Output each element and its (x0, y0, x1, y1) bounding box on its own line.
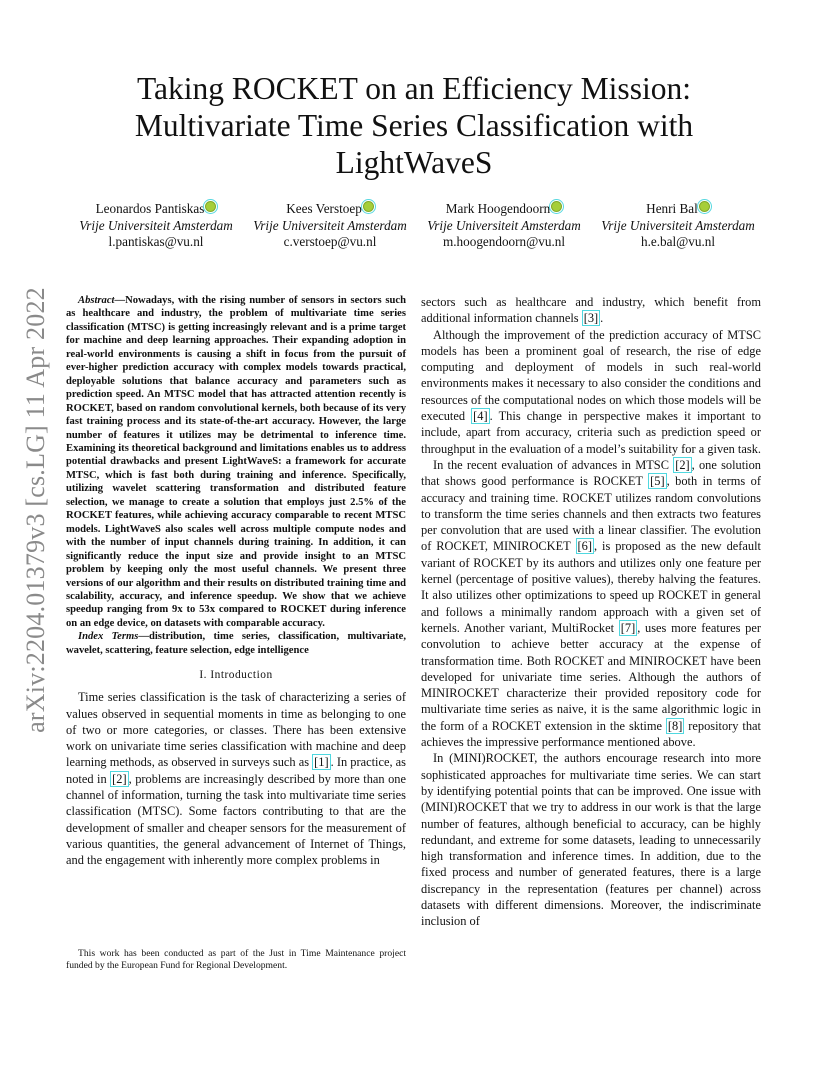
right-column (421, 294, 761, 930)
title-line: Multivariate Time Series Classification with (134, 108, 694, 143)
citation-link[interactable]: [2] (675, 457, 690, 472)
paragraph-text: , problems are increasingly described by more than one channel of information, turning the task into multivariate time series classification (MTSC). Some factors contributing to that are the development of smaller and cheaper sensors for the measurement of various quantities, the general advancement of Internet of Things, and the engagement with inherently more complex problems in (66, 771, 406, 868)
index-terms (66, 630, 406, 657)
paragraph-text: In (MINI)ROCKET, the authors encourage research into more sophisticated approaches for multivariate time series. We can start by identifying potential points that can be improved. One issue with (MINI)ROCKET that we try to address in our work is that the large number of features, although beneficial to accuracy, can be highly redundant, and extreme for some datasets, leading to unnecessarily high transformation and inference times. In addition, due to the fixed process and number of generated features, there is a large discrepancy in the representation (features per channel) across datasets with different dimensions. Moreover, the indiscriminate inclusion of (421, 751, 761, 929)
author-name: Mark Hoogendoorn (445, 201, 551, 216)
citation-link[interactable]: [7] (620, 620, 636, 635)
author-email: h.e.bal@vu.nl (640, 234, 716, 249)
paragraph-text: Time series classification is the task of characterizing a series of values observed in sequential moments in time as belonging to one of two or more categories, or classes. There has been extensive work on univariate time series classification with machine and deep learning methods, as observed in surveys such as (66, 690, 406, 770)
author-email: m.hoogendoorn@vu.nl (442, 234, 566, 249)
citation-link[interactable]: [6] (577, 539, 592, 554)
author-entry (416, 201, 592, 251)
orcid-icon[interactable] (205, 201, 216, 212)
paper-title (90, 70, 738, 181)
citation-link[interactable]: [5] (650, 474, 665, 489)
author-name: Kees Verstoep (286, 201, 362, 216)
author-name: Henri Bal (646, 201, 698, 216)
body-paragraph (421, 750, 761, 929)
paragraph-text: repository that achieves the impressive performance mentioned above. (421, 718, 761, 750)
author-entry (590, 201, 766, 251)
abstract-text: —Nowadays, with the rising number of sensors in sectors such as healthcare and industry, the problem of multivariate time series classification (MTSC) is getting increasingly relevant and is a prime target for machine and deep learning approaches. Their expanding adoption in real-world environments is causing a shift in focus from the pursuit of ever-higher prediction accuracy with complex models towards practical, deployable solutions that balance accuracy and parameters such as prediction speed. An MTSC model that has attracted attention recently is ROCKET, based on random convolutional kernels, both because of its very fast training process and its state-of-the-art accuracy. However, the large number of features it utilizes may be detrimental to inference time. Examining its theoretical background and limitations enables us to address potential drawbacks and present LightWaveS: a framework for accurate MTSC, which is fast both during training and inference. Specifically, utilizing wavelet scattering transformation and distributed feature selection, we manage to create a solution that employs just 2.5% of the ROCKET features, while achieving accuracy comparable to recent MTSC models. LightWaveS also scales well across multiple compute nodes and with the number of input channels during training. In addition, it can significantly reduce the input size and provide insight to an MTSC problem by keeping only the most useful channels. We present three versions of our algorithm and their results on distributed training time and scalability, accuracy, and inference speedup. We show that we achieve speedup ranging from 9x to 53x compared to ROCKET during inference on an edge device, on datasets with comparable accuracy. (66, 295, 406, 629)
paragraph-text: sectors such as healthcare and industry, which benefit from additional information channels (421, 295, 761, 326)
paragraph-text: In the recent evaluation of advances in MTSC (433, 457, 674, 472)
orcid-icon[interactable] (699, 201, 710, 212)
author-name: Leonardos Pantiskas (95, 201, 205, 216)
paragraph-text: . In practice, as noted in (66, 755, 406, 786)
author-email: c.verstoep@vu.nl (283, 234, 377, 249)
paragraph-text: , is proposed as the new default variant of ROCKET by its authors and utilizes only one feature per kernel (percentage of positive values), thereby halving the features. It also utilizes other optimizations to speed up ROCKET in general and follows a minimally random approach with a given set of kernels. Another variant, MultiRocket (421, 539, 761, 635)
citation-link[interactable]: [1] (314, 755, 329, 770)
author-email: l.pantiskas@vu.nl (108, 234, 204, 249)
author-block (68, 201, 768, 253)
index-terms-label: Index Terms (78, 631, 139, 643)
abstract-label: Abstract (78, 295, 115, 306)
arxiv-identifier-stamp (21, 287, 50, 733)
title-line: Taking ROCKET on an Efficiency Mission: (137, 71, 691, 106)
author-entry (68, 201, 244, 251)
author-affiliation: Vrije Universiteit Amsterdam (427, 217, 581, 233)
abstract (66, 294, 406, 630)
section-heading-introduction: I. Introduction (199, 669, 273, 682)
author-affiliation: Vrije Universiteit Amsterdam (253, 217, 407, 233)
author-entry (242, 201, 418, 251)
arxiv-identifier-text: arXiv:2204.01379v3 [cs.LG] 11 Apr 2022 (21, 287, 50, 733)
orcid-icon[interactable] (551, 201, 562, 212)
title-line: LightWaveS (335, 145, 493, 180)
citation-link[interactable]: [8] (667, 718, 683, 733)
left-column (66, 294, 406, 869)
paragraph-text: , both in terms of accuracy and training time. ROCKET utilizes random convolutions to transform the time series channels and then extracts two features per convolution that are used with a linear classifier. The evolution of ROCKET, MINIROCKET (421, 474, 761, 554)
paragraph-text: , one solution that shows good performance is ROCKET (421, 457, 761, 489)
author-affiliation: Vrije Universiteit Amsterdam (79, 217, 233, 233)
intro-paragraph (66, 689, 406, 868)
citation-link[interactable]: [2] (112, 771, 127, 786)
paragraph-text: Although the improvement of the prediction accuracy of MTSC models has been a prominent goal of research, the rise of edge computing and deployment of models in such real-world environments makes it necessary to also consider the conditions and resources of the computational nodes on which those models will be executed (421, 327, 761, 424)
citation-link[interactable]: [3] (583, 311, 599, 326)
paragraph-text: , uses more features per convolution to achieve better accuracy at the expense of transformation time. Both ROCKET and MINIROCKET have been developed for univariate time series. Although the authors of MINIROCKET characterize their provided repository code for multivariate time series as naive, it is the same algorithmic logic in the form of a ROCKET extension in the sktime (421, 620, 761, 733)
index-terms-text: —distribution, time series, classification, multivariate, wavelet, scattering, feature selection, edge intelligence (66, 631, 406, 656)
body-paragraph (421, 457, 761, 750)
orcid-icon[interactable] (363, 201, 374, 212)
footnote: This work has been conducted as part of the Just in Time Maintenance project funded by the European Fund for Regional Development. (66, 948, 406, 971)
author-affiliation: Vrije Universiteit Amsterdam (601, 217, 755, 233)
body-paragraph (421, 327, 761, 457)
citation-link[interactable]: [4] (473, 409, 488, 424)
paragraph-text: . This change in perspective makes it important to include, apart from accuracy, criteria such as prediction speed or throughput in the evaluation of a model’s suitability for a given task. (421, 409, 761, 456)
paragraph-text: . (600, 311, 604, 326)
body-paragraph (421, 294, 761, 327)
